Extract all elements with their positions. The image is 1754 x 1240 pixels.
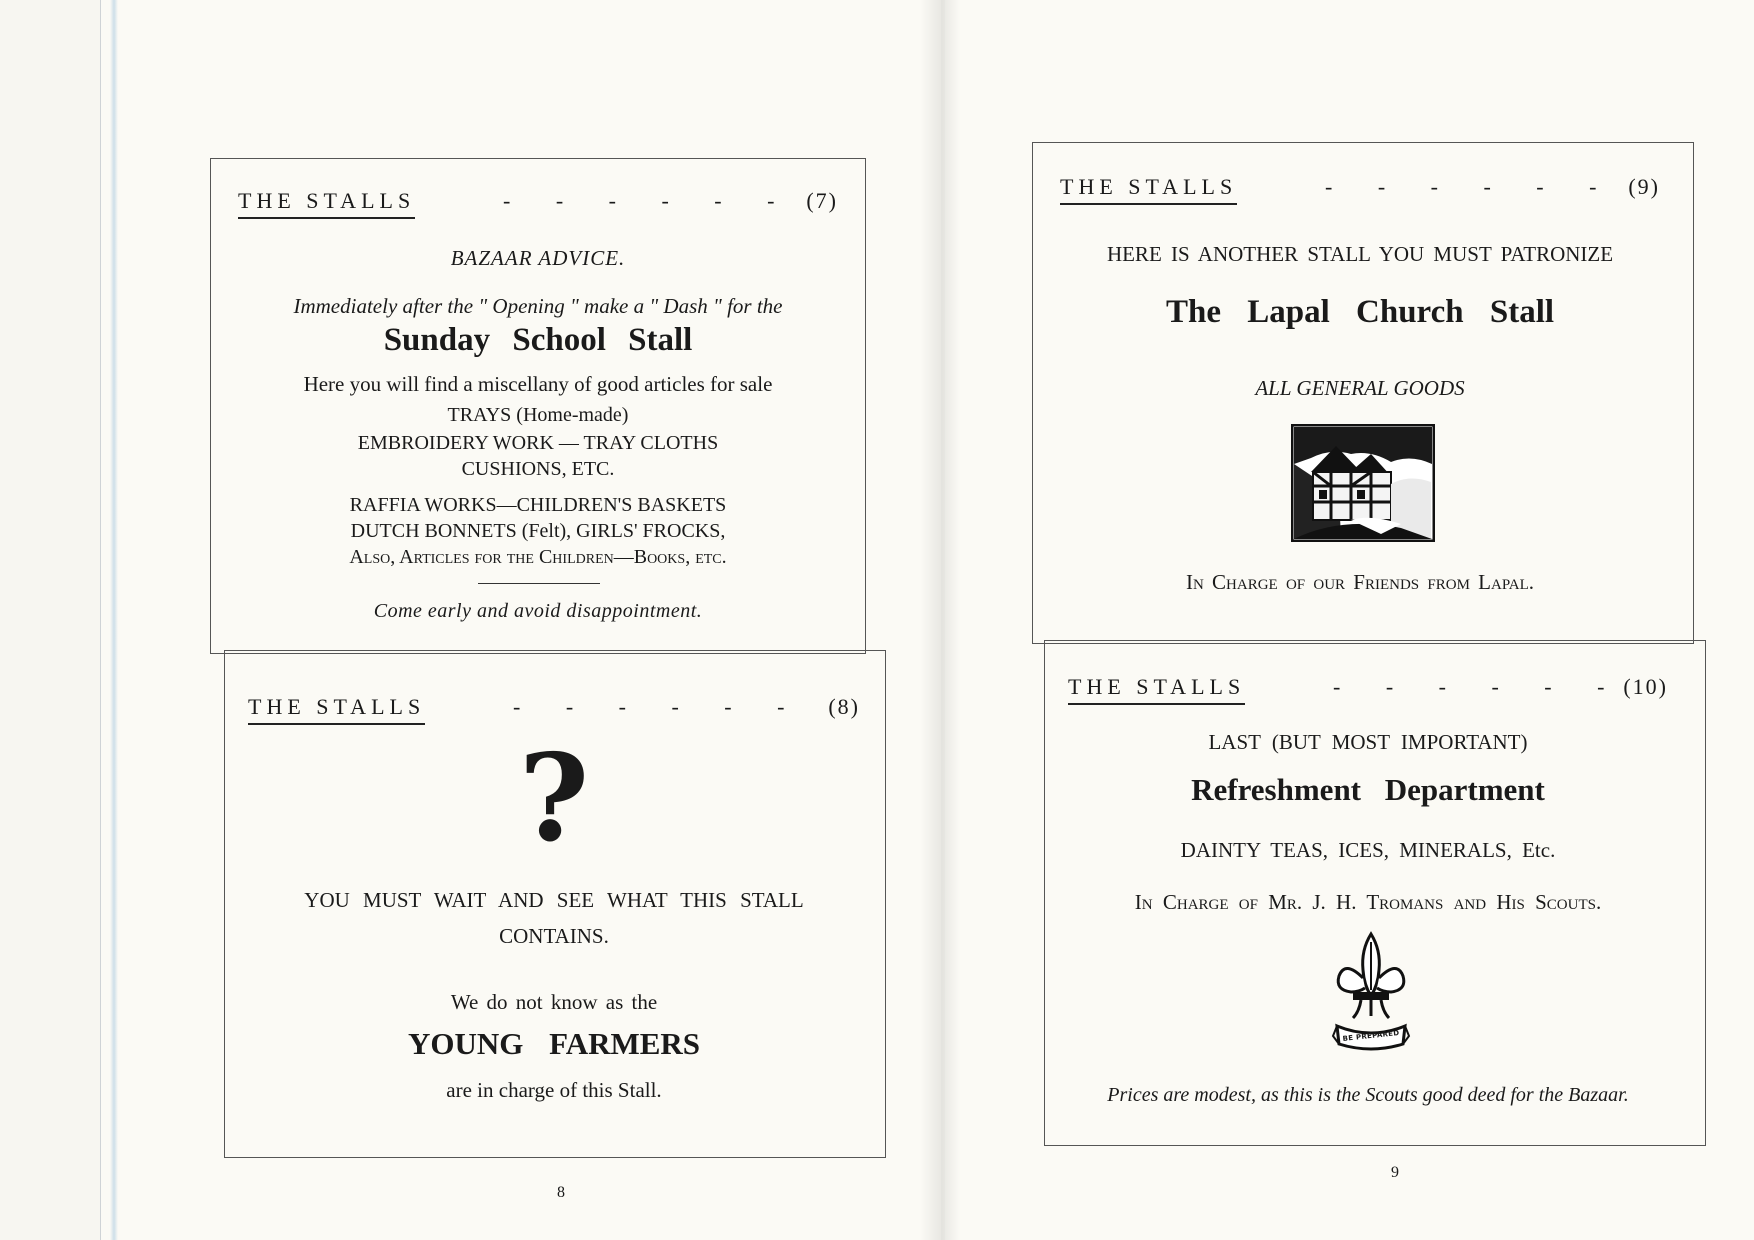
- stall-8-title: YOUNG FARMERS: [407, 1026, 701, 1061]
- stall-number: (10): [1623, 674, 1668, 699]
- scout-badge-motto: BE PREPARED: [1342, 1029, 1400, 1043]
- stall-8-line3: We do not know as the: [450, 990, 658, 1014]
- page-number-right: 9: [1391, 1164, 1399, 1181]
- stall-7-heading: BAZAAR ADVICE.: [450, 246, 626, 270]
- page-number-left: 8: [557, 1184, 565, 1201]
- stall-10-title: Refreshment Department: [1191, 772, 1545, 807]
- book-gutter: [920, 0, 960, 1240]
- stall-9-title: The Lapal Church Stall: [1165, 294, 1555, 330]
- stall-10-footer: Prices are modest, as this is the Scouts good deed for the Bazaar.: [1107, 1084, 1629, 1106]
- stall-7-intro: Immediately after the " Opening " make a " Dash " for the: [293, 294, 783, 318]
- stall-9-panel: [1060, 174, 1660, 614]
- stall-10-line2: DAINTY TEAS, ICES, MINERALS, Etc.: [1180, 838, 1556, 862]
- scout-fleur-de-lis-icon: [1331, 930, 1411, 1060]
- stall-8-line4: are in charge of this Stall.: [446, 1078, 662, 1102]
- stall-7-item: Also, Articles for the Children—Books, etc.: [349, 546, 727, 568]
- stall-8-line1: YOU MUST WAIT AND SEE WHAT THIS STALL: [304, 888, 804, 912]
- stall-number: (9): [1628, 174, 1660, 199]
- stall-10-line1: LAST (BUT MOST IMPORTANT): [1208, 730, 1528, 754]
- stall-9-footer: In Charge of our Friends from Lapal.: [1185, 570, 1535, 594]
- stall-7-header: [238, 188, 838, 228]
- stall-number: (7): [806, 188, 838, 213]
- stall-7-footer: Come early and avoid disappointment.: [373, 600, 703, 622]
- stall-10-header: [1068, 674, 1668, 714]
- stall-8-panel: [248, 694, 860, 1134]
- stall-header-title: THE STALLS: [1068, 674, 1245, 705]
- stall-7-item: RAFFIA WORKS—CHILDREN'S BASKETS: [349, 494, 727, 516]
- stall-7-item: DUTCH BONNETS (Felt), GIRLS' FROCKS,: [350, 520, 726, 542]
- stall-9-line1: HERE IS ANOTHER STALL YOU MUST PATRONIZE: [1106, 242, 1614, 266]
- stall-10-panel: [1068, 674, 1668, 1124]
- stall-7-item: CUSHIONS, ETC.: [461, 458, 615, 480]
- stall-10-line3: In Charge of Mr. J. H. Tromans and His Scouts.: [1134, 890, 1602, 914]
- stall-header-dashes: - - - - - -: [1325, 174, 1617, 199]
- stall-header-dashes: - - - - - -: [513, 694, 805, 719]
- church-woodcut-icon: [1291, 424, 1435, 542]
- stall-9-header: [1060, 174, 1660, 214]
- stall-7-item: TRAYS (Home-made): [447, 404, 629, 426]
- stall-number: (8): [828, 694, 860, 719]
- stall-header-title: THE STALLS: [248, 694, 425, 725]
- stall-7-title: Sunday School Stall: [383, 322, 693, 358]
- page-edge: [110, 0, 118, 1240]
- stall-header-dashes: - - - - - -: [1333, 674, 1625, 699]
- stall-7-item: EMBROIDERY WORK — TRAY CLOTHS: [357, 432, 719, 454]
- stall-7-subtitle: Here you will find a miscellany of good articles for sale: [303, 372, 773, 396]
- question-mark: ?: [518, 728, 590, 869]
- stall-header-dashes: - - - - - -: [503, 188, 795, 213]
- stall-header-title: THE STALLS: [238, 188, 415, 219]
- stall-header-title: THE STALLS: [1060, 174, 1237, 205]
- stall-7-panel: [238, 188, 838, 628]
- stall-7-rule: [478, 583, 600, 584]
- stall-8-line2: CONTAINS.: [499, 924, 609, 948]
- stall-9-subtitle: ALL GENERAL GOODS: [1255, 376, 1465, 400]
